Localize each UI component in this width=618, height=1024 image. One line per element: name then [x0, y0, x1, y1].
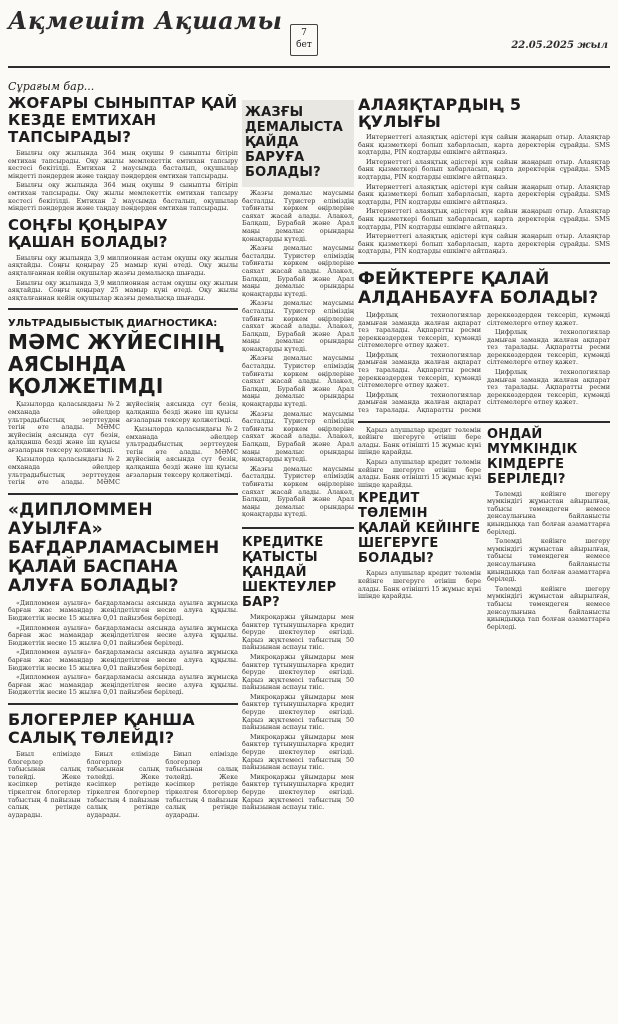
- paragraph: Биыл елімізде блогерлер табысынан салық төлейді. Жеке кәсіпкер ретінде тіркелген блогерлер табыстың 4 пайызын салық ретінде аударады.: [86, 749, 160, 819]
- repay-box: [358, 421, 610, 632]
- headline-diploma: «ДИПЛОММЕН АУЫЛҒА» БАҒДАРЛАМАСЫМЕН ҚАЛАЙ БАСПАНА АЛУҒА БОЛАДЫ?: [8, 499, 220, 596]
- headline-mammary: МӘМС ЖҮЙЕСІНІҢ АЯСЫНДА ҚОЛЖЕТІМДІ: [8, 330, 225, 399]
- paragraph: Интернеттегі алаяқтық әдістері күн сайын жаңарып отыр. Алаяқтар банк қызметкері болып хабарласып, карта деректерін сұрайды. SMS кодтарды, PIN кодтарды ешкімге айтпаңыз.: [358, 157, 610, 181]
- diagnostics-box: [8, 308, 238, 487]
- paragraph: Жазғы демалыс маусымы басталды. Туристер еліміздің табиғаты көркем өңірлеріне саяхат жасай алады. Алакөл, Балқаш, Бурабай және Арал маңы демалыс орындары қонақтарды күтеді.: [242, 244, 354, 298]
- paragraph: Цифрлық технологиялар дамыған заманда жалған ақпарат тез таралады. Ақпаратты ресми дереккөздерден тексеріп, күмәнді сілтемелерге өтпеу қажет.: [487, 328, 610, 367]
- paragraph: Биыл елімізде блогерлер табысынан салық төлейді. Жеке кәсіпкер ретінде тіркелген блогерлер табыстың 4 пайызын салық ретінде аударады.: [8, 749, 81, 819]
- paragraph: Қызылорда қаласындағы №2 емханада әйелдер ультрадыбыстық зерттеуден тегін өте алады. МӘМС жүйесінің аясында сүт безін, қалқанша безді және іш қуысы ағзаларын тексеру қолжетімді.: [126, 425, 238, 479]
- right-column: [358, 74, 610, 631]
- summer-box: [242, 100, 354, 187]
- paragraph: Жазғы демалыс маусымы басталды. Туристер еліміздің табиғаты көркем өңірлеріне саяхат жасай алады. Алакөл, Балқаш, Бурабай және Арал маңы демалыс орындары қонақтарды күтеді.: [242, 409, 354, 464]
- page-number: 7: [301, 28, 307, 38]
- headline-bloggers: БЛОГЕРЛЕР ҚАНША САЛЫҚ ТӨЛЕЙДІ?: [8, 709, 195, 747]
- article-summer: [242, 190, 354, 519]
- page-word: бет: [296, 40, 312, 50]
- paragraph: «Дипломмен ауылға» бағдарламасы аясында ауылға жұмысқа барған жас мамандар жеңілдетілген несие алуға құқылы. Бюджеттік несие 15 жылға 0,01 пайызбен беріледі.: [8, 623, 238, 647]
- credit-box: [242, 527, 354, 812]
- paragraph: Интернеттегі алаяқтық әдістері күн сайын жаңарып отыр. Алаяқтар банк қызметкері болып хабарласып, карта деректерін сұрайды. SMS кодтарды, PIN кодтарды ешкімге айтпаңыз.: [358, 133, 610, 157]
- paragraph: Микроқаржы ұйымдары мен банктер тұтынушыларға кредит беруде шектеулер енгізді. Қарыз жүктемесі табыстың 50 пайызынан аспауы тиіс.: [242, 612, 354, 652]
- headline-last-bell: СОҢҒЫ ҚОҢЫРАУ ҚАШАН БОЛАДЫ?: [8, 215, 168, 251]
- paragraph: Биылғы оқу жылында 3,9 миллионнан астам оқушы оқу жылын аяқтайды. Соңғы қоңырау 25 мамыр күні өтеді. Оқу жылы аяқталғаннан кейін оқушылар жазғы демалысқа шығады.: [8, 278, 238, 302]
- masthead: [0, 0, 618, 68]
- headline-who: ОНДАЙ МҮМКІНДІК КІМДЕРГЕ БЕРІЛЕДІ?: [487, 426, 578, 487]
- paragraph: «Дипломмен ауылға» бағдарламасы аясында ауылға жұмысқа барған жас мамандар жеңілдетілген несие алуға құқылы. Бюджеттік несие 15 жылға 0,01 пайызбен беріледі.: [8, 598, 238, 623]
- paragraph: Цифрлық технологиялар дамыған заманда жалған ақпарат тез таралады. Ақпаратты ресми дереккөздерден тексеріп, күмәнді сілтемелерге өтпеу қажет.: [487, 368, 610, 407]
- paragraph: Микроқаржы ұйымдары мен банктер тұтынушыларға кредит беруде шектеулер енгізді. Қарыз жүктемесі табыстың 50 пайызынан аспауы тиіс.: [242, 652, 354, 692]
- paragraph: Биыл елімізде блогерлер табысынан салық төлейді. Жеке кәсіпкер ретінде тіркелген блогерлер табыстың 4 пайызын салық ретінде аударады.: [165, 749, 238, 819]
- article-fake: [358, 312, 610, 415]
- paragraph: Интернеттегі алаяқтық әдістері күн сайын жаңарып отыр. Алаяқтар банк қызметкері болып хабарласып, карта деректерін сұрайды. SMS кодтарды, PIN кодтарды ешкімге айтпаңыз.: [358, 232, 610, 256]
- page-badge: [290, 24, 318, 56]
- paragraph: Биылғы оқу жылында 364 мың оқушы 9 сыныпты бітіріп емтихан тапсырады. Оқу жылы мемлекеттік емтихан тапсыру кестесі бекітілді. Емтихан 2 маусымда басталып, оқушылар міндетті пәндерден және таңдау пәндерден емтихан тапсырады.: [8, 149, 238, 180]
- paragraph: Жазғы демалыс маусымы басталды. Туристер еліміздің табиғаты көркем өңірлеріне саяхат жасай алады. Алакөл, Балқаш, Бурабай және Арал маңы демалыс орындары қонақтарды күтеді.: [242, 299, 354, 353]
- paragraph: Қарыз алушылар кредит төлемін кейінге шегеруге өтініш бере алады. Банк өтінішті 15 жұмыс күні ішінде қарайды.: [358, 569, 481, 601]
- headline-summer: ЖАЗҒЫ ДЕМАЛЫСТА ҚАЙДА БАРУҒА БОЛАДЫ?: [245, 105, 343, 180]
- paragraph: Қарыз алушылар кредит төлемін кейінге шегеруге өтініш бере алады. Банк өтінішті 15 жұмыс күні ішінде қарайды.: [358, 458, 481, 489]
- paragraph: Цифрлық технологиялар дамыған заманда жалған ақпарат тез таралады. Ақпаратты ресми дереккөздерден тексеріп, күмәнді сілтемелерге өтпеу қажет.: [358, 310, 481, 350]
- article-diploma: [8, 600, 238, 697]
- article-mammary: [8, 401, 238, 487]
- issue-date: 22.05.2025 жыл: [511, 40, 608, 51]
- section-kicker: Сұрағым бар...: [8, 80, 95, 93]
- left-column: [8, 74, 238, 821]
- article-repay: [358, 570, 481, 600]
- diagnostics-kicker: УЛЬТРАДЫБЫСТЫҚ ДИАГНОСТИКА:: [8, 318, 218, 330]
- paragraph: Жазғы демалыс маусымы басталды. Туристер еліміздің табиғаты көркем өңірлеріне саяхат жасай алады. Алакөл, Балқаш, Бурабай және Арал маңы демалыс орындары қонақтарды күтеді.: [242, 354, 354, 409]
- newspaper-title: Ақмешіт Ақшамы: [8, 6, 283, 35]
- article-who: [487, 491, 610, 632]
- paragraph: Жазғы демалыс маусымы басталды. Туристер еліміздің табиғаты көркем өңірлеріне саяхат жасай алады. Алакөл, Балқаш, Бурабай және Арал маңы демалыс орындары қонақтарды күтеді.: [242, 464, 354, 519]
- paragraph: Интернеттегі алаяқтық әдістері күн сайын жаңарып отыр. Алаяқтар банк қызметкері болып хабарласып, карта деректерін сұрайды. SMS кодтарды, PIN кодтарды ешкімге айтпаңыз.: [358, 182, 610, 206]
- paragraph: Төлемді кейінге шегеру мүмкіндігі жұмыстан айырылған, табысы төмендеген немесе денсаулығына байланысты қиындыққа тап болған азаматтарға беріледі.: [487, 584, 610, 631]
- paragraph: Цифрлық технологиялар дамыған заманда жалған ақпарат тез таралады. Ақпаратты ресми дереккөздерден тексеріп, күмәнді сілтемелерге өтпеу қажет.: [358, 310, 610, 415]
- paragraph: Микроқаржы ұйымдары мен банктер тұтынушыларға кредит беруде шектеулер енгізді. Қарыз жүктемесі табыстың 50 пайызынан аспауы тиіс.: [242, 692, 354, 732]
- paragraph: Қарыз алушылар кредит төлемін кейінге шегеруге өтініш бере алады. Банк өтінішті 15 жұмыс күні ішінде қарайды.: [358, 425, 481, 457]
- paragraph: Қызылорда қаласындағы №2 емханада әйелдер ультрадыбыстық зерттеуден тегін өте алады. МӘМС жүйесінің аясында сүт безін, қалқанша безді және іш қуысы ағзаларын тексеру қолжетімді.: [8, 400, 120, 454]
- article-last-bell: [8, 255, 238, 303]
- paragraph: Биылғы оқу жылында 364 мың оқушы 9 сыныпты бітіріп емтихан тапсырады. Оқу жылы мемлекеттік емтихан тапсыру кестесі бекітілді. Емтихан 2 маусымда басталып, оқушылар міндетті пәндерден және таңдау пәндерден емтихан тапсырады.: [8, 181, 238, 213]
- paragraph: Биылғы оқу жылында 3,9 миллионнан астам оқушы оқу жылын аяқтайды. Соңғы қоңырау 25 мамыр күні өтеді. Оқу жылы аяқталғаннан кейін оқушылар жазғы демалысқа шығады.: [8, 253, 238, 277]
- masthead-rule: [8, 66, 610, 68]
- paragraph: Интернеттегі алаяқтық әдістері күн сайын жаңарып отыр. Алаяқтар банк қызметкері болып хабарласып, карта деректерін сұрайды. SMS кодтарды, PIN кодтарды ешкімге айтпаңыз.: [358, 207, 610, 231]
- paragraph: Микроқаржы ұйымдары мен банктер тұтынушыларға кредит беруде шектеулер енгізді. Қарыз жүктемесі табыстың 50 пайызынан аспауы тиіс.: [242, 772, 354, 812]
- paragraph: Жазғы демалыс маусымы басталды. Туристер еліміздің табиғаты көркем өңірлеріне саяхат жасай алады. Алакөл, Балқаш, Бурабай және Арал маңы демалыс орындары қонақтарды күтеді.: [242, 189, 354, 243]
- repay-columns: [358, 427, 610, 632]
- article-fraud: [358, 134, 610, 256]
- headline-fraud: АЛАЯҚТАРДЫҢ 5 ҚУЛЫҒЫ: [358, 95, 522, 131]
- paragraph: Қызылорда қаласындағы №2 емханада әйелдер ультрадыбыстық зерттеуден тегін өте алады. МӘМС жүйесінің аясында сүт безін, қалқанша безді және іш қуысы ағзаларын тексеру қолжетімді.: [8, 400, 238, 487]
- article-exams: [8, 150, 238, 213]
- paragraph: Цифрлық технологиялар дамыған заманда жалған ақпарат тез таралады. Ақпаратты ресми дереккөздерден тексеріп, күмәнді сілтемелерге өтпеу қажет.: [358, 350, 481, 390]
- headline-exams: ЖОҒАРЫ СЫНЫПТАР ҚАЙ КЕЗДЕ ЕМТИХАН ТАПСЫРАДЫ?: [8, 94, 238, 146]
- article-repay-intro: [358, 427, 481, 490]
- paragraph: Төлемді кейінге шегеру мүмкіндігі жұмыстан айырылған, табысы төмендеген немесе денсаулығына байланысты қиындыққа тап болған азаматтарға беріледі.: [487, 537, 610, 584]
- blog-box: [8, 703, 238, 821]
- headline-fake: ФЕЙКТЕРГЕ ҚАЛАЙ АЛДАНБАУҒА БОЛАДЫ?: [358, 268, 599, 308]
- paragraph: Төлемді кейінге шегеру мүмкіндігі жұмыстан айырылған, табысы төмендеген немесе денсаулығына байланысты қиындыққа тап болған азаматтарға беріледі.: [487, 489, 610, 536]
- middle-column: [242, 74, 354, 814]
- article-credit: [242, 614, 354, 812]
- paragraph: «Дипломмен ауылға» бағдарламасы аясында ауылға жұмысқа барған жас мамандар жеңілдетілген несие алуға құқылы. Бюджеттік несие 15 жылға 0,01 пайызбен беріледі.: [8, 673, 238, 697]
- paragraph: Микроқаржы ұйымдары мен банктер тұтынушыларға кредит беруде шектеулер енгізді. Қарыз жүктемесі табыстың 50 пайызынан аспауы тиіс.: [242, 732, 354, 772]
- article-bloggers: [8, 751, 238, 821]
- headline-repay: КРЕДИТ ТӨЛЕМІН ҚАЛАЙ КЕЙІНГЕ ШЕГЕРУГЕ БОЛАДЫ?: [358, 491, 481, 567]
- fake-box: [358, 262, 610, 415]
- paragraph: «Дипломмен ауылға» бағдарламасы аясында ауылға жұмысқа барған жас мамандар жеңілдетілген несие алуға құқылы. Бюджеттік несие 15 жылға 0,01 пайызбен беріледі.: [8, 648, 238, 672]
- headline-credit: КРЕДИТКЕ ҚАТЫСТЫ ҚАНДАЙ ШЕКТЕУЛЕР БАР?: [242, 534, 337, 610]
- diploma-box: [8, 493, 238, 697]
